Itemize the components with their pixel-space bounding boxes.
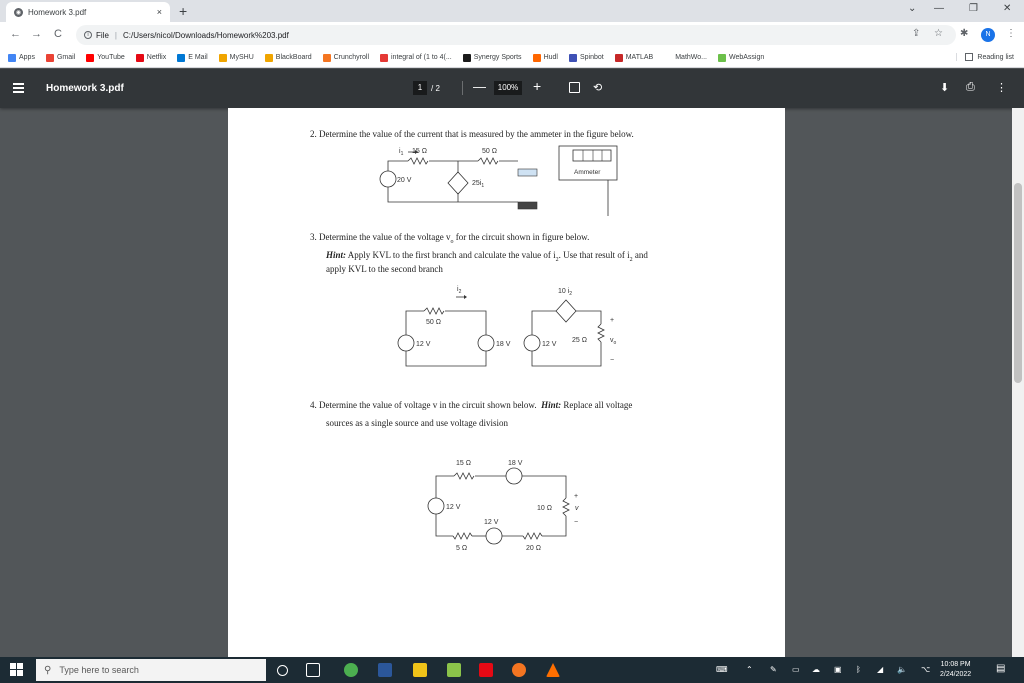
bookmark-icon <box>86 54 94 62</box>
tab-strip <box>0 0 1024 22</box>
share-icon[interactable]: ⇪ <box>912 28 921 39</box>
pdf-title: Homework 3.pdf <box>46 83 124 94</box>
dependent-source-label: 10 $i_2$ <box>558 288 573 297</box>
task-view-icon[interactable] <box>306 663 320 677</box>
forward-button[interactable]: → <box>31 28 42 40</box>
more-actions-icon[interactable]: ⋮ <box>996 82 1007 94</box>
clock-time: 10:08 PM <box>940 661 971 668</box>
ammeter-display <box>573 150 611 161</box>
question-2-text: 2. Determine the value of the current that is measured by the ammeter in the figure below. <box>310 129 634 139</box>
voltage-source-12v-b <box>486 528 502 544</box>
bookmark-icon <box>177 54 185 62</box>
source-label-18v: 18 V <box>496 341 511 348</box>
bookmark-item[interactable] <box>46 54 75 62</box>
fit-page-icon[interactable] <box>569 82 580 93</box>
zoom-in-button[interactable]: + <box>533 78 542 94</box>
display-icon[interactable]: ▭ <box>792 665 800 674</box>
tab-close-button[interactable]: × <box>156 7 162 17</box>
pdf-toolbar <box>0 69 1024 108</box>
zoom-out-button[interactable]: — <box>473 79 486 94</box>
pdf-page <box>228 108 785 657</box>
bookmark-icon <box>533 54 541 62</box>
reload-button[interactable]: C <box>54 28 62 40</box>
taskbar-clock[interactable] <box>940 660 971 680</box>
minus-sign: − <box>610 357 615 364</box>
star-icon[interactable]: ☆ <box>934 28 943 39</box>
bookmark-icon <box>615 54 623 62</box>
new-tab-button[interactable]: + <box>179 3 188 19</box>
bookmark-icon <box>136 54 144 62</box>
bookmark-item[interactable] <box>615 54 654 62</box>
matlab-icon[interactable] <box>546 663 560 677</box>
ammeter-probe-red <box>518 169 537 176</box>
window-close-button[interactable]: ✕ <box>1003 3 1012 14</box>
source-label-12v-a: 12 V <box>446 504 461 511</box>
bookmark-label: Netflix <box>146 54 167 61</box>
reading-list-icon <box>965 53 973 61</box>
bookmark-item[interactable] <box>533 54 558 62</box>
word-icon[interactable] <box>378 663 392 677</box>
volume-icon[interactable]: 🔈 <box>897 665 907 674</box>
crunchyroll-icon[interactable] <box>512 663 526 677</box>
search-icon: ⚲ <box>44 664 52 676</box>
cortana-icon[interactable] <box>277 665 288 676</box>
bookmark-icon <box>569 54 577 62</box>
minimize-button[interactable]: — <box>934 3 944 14</box>
menu-icon[interactable] <box>13 83 24 93</box>
voltage-source-18v <box>478 335 494 351</box>
bookmark-icon <box>323 54 331 62</box>
toolbar-divider <box>462 81 463 95</box>
voltage-source-18v <box>506 468 522 484</box>
show-hidden-icons[interactable]: ⌃ <box>746 665 753 674</box>
bookmark-icon <box>219 54 227 62</box>
browser-toolbar <box>0 22 1024 48</box>
notifications-icon[interactable]: ▤ <box>996 663 1006 674</box>
extensions-icon[interactable]: ✱ <box>960 28 969 39</box>
url-separator: | <box>114 30 117 40</box>
bookmark-label: MySHU <box>229 54 254 61</box>
source-label-20v: 20 V <box>397 177 412 184</box>
page-number-input[interactable]: 1 <box>413 81 427 95</box>
ammeter-probe-black <box>518 202 537 209</box>
onedrive-icon[interactable]: ☁ <box>812 665 820 674</box>
resistor-label-25: 25 Ω <box>572 337 587 344</box>
reading-list-label: Reading list <box>977 53 1014 61</box>
bookmark-item[interactable] <box>86 54 125 62</box>
bookmark-icon <box>46 54 54 62</box>
voltage-label-vo: $v_o$ <box>610 337 617 346</box>
restore-button[interactable]: ❐ <box>969 3 978 14</box>
address-bar[interactable] <box>76 25 956 45</box>
kebab-menu-icon[interactable]: ⋮ <box>1006 28 1016 39</box>
taskbar-search-input[interactable] <box>36 659 266 681</box>
question-3-text: 3. Determine the value of the voltage $v_o$ for the circuit shown in figure below. <box>310 232 590 245</box>
bookmark-item[interactable] <box>569 54 604 62</box>
bookmark-icon <box>664 54 672 62</box>
circuit-figure-q2 <box>378 144 628 216</box>
bookmark-label: Spinbot <box>579 54 604 61</box>
voltage-source-12v-b <box>524 335 540 351</box>
bookmark-label: Hudl <box>543 54 558 61</box>
bookmark-item[interactable] <box>219 54 254 62</box>
bookmark-item[interactable] <box>380 54 452 62</box>
bookmark-icon <box>718 54 726 62</box>
rotate-icon[interactable]: ⟲ <box>593 82 603 94</box>
bookmark-label: WebAssign <box>729 54 765 61</box>
resistor-label-15: 15 Ω <box>456 460 471 467</box>
voltage-source-20v <box>380 171 396 187</box>
resistor-label-50: 50 Ω <box>482 148 497 155</box>
question-4-text: 4. Determine the value of voltage v in the circuit shown below. Hint: Replace all voltage <box>310 400 633 410</box>
bookmark-label: MathWo... <box>675 54 707 61</box>
tab-search-button[interactable]: ⌄ <box>908 3 917 14</box>
question-3-hint: Hint: Apply KVL to the first branch and calculate the value of $i_2$. Use that result of $i_2$ and <box>326 250 648 263</box>
voltage-source-12v-a <box>398 335 414 351</box>
page-total: / 2 <box>431 84 440 93</box>
file-explorer-icon[interactable] <box>413 663 427 677</box>
bookmark-label: MATLAB <box>625 54 654 61</box>
language-icon[interactable]: ⌥ <box>921 665 931 674</box>
keyboard-icon[interactable]: ⌨ <box>716 665 728 674</box>
clock-date: 2/24/2022 <box>940 671 972 678</box>
back-button[interactable]: ← <box>10 28 21 40</box>
download-icon[interactable]: ⬇ <box>940 82 950 94</box>
resistor-label-20: 20 Ω <box>526 545 541 552</box>
globe-icon: ◉ <box>15 9 22 16</box>
ammeter-label: Ammeter <box>574 169 601 176</box>
source-label-12v-b: 12 V <box>484 519 499 526</box>
resistor-label-10: 10 Ω <box>537 505 552 512</box>
bookmark-item[interactable] <box>718 54 764 62</box>
info-icon[interactable]: i <box>84 31 92 39</box>
bookmark-item[interactable] <box>177 54 207 62</box>
resistor-label-5: 5 Ω <box>456 545 468 552</box>
resistor-label-50: 50 Ω <box>426 319 441 326</box>
url-scheme: File <box>96 30 109 40</box>
bookmark-label: BlackBoard <box>275 54 312 61</box>
bookmark-label: YouTube <box>97 54 125 61</box>
question-4-text-line2: sources as a single source and use voltage division <box>326 418 508 428</box>
bookmark-label: Crunchyroll <box>333 54 369 61</box>
voltage-source-12v-a <box>428 498 444 514</box>
question-3-hint-line2: apply KVL to the second branch <box>326 264 443 274</box>
resistor-label-15: 15 Ω <box>412 148 427 155</box>
bookmarks-bar <box>0 48 1024 68</box>
dependent-source-label: $25i_1$ <box>472 180 485 189</box>
bookmark-label: Apps <box>19 54 35 61</box>
vertical-scrollbar[interactable] <box>1012 108 1024 657</box>
wifi-icon[interactable]: ◢ <box>877 665 884 674</box>
print-icon[interactable]: ⎙ <box>966 81 975 93</box>
windows-taskbar <box>0 657 1024 683</box>
bookmark-item[interactable] <box>323 54 369 62</box>
bookmark-label: Gmail <box>56 54 76 61</box>
scrollbar-thumb[interactable] <box>1014 183 1022 383</box>
circuit-figure-q4 <box>426 454 596 554</box>
voltage-label-v: v <box>575 505 579 512</box>
source-label-18v: 18 V <box>508 460 523 467</box>
bookmark-label: integral of (1 to 4(... <box>391 54 452 61</box>
zoom-input[interactable]: 100% <box>494 81 522 95</box>
calculator-icon[interactable] <box>447 663 461 677</box>
bookmark-item[interactable] <box>136 54 166 62</box>
reading-list-button[interactable] <box>956 53 1014 61</box>
pen-icon[interactable]: ✎ <box>770 665 777 674</box>
url-text: C:/Users/nicol/Downloads/Homework%203.pdf <box>122 30 289 40</box>
netflix-icon[interactable] <box>479 663 493 677</box>
bookmark-icon <box>463 54 471 62</box>
tab-title: Homework 3.pdf <box>28 7 87 17</box>
plus-sign: + <box>574 493 579 500</box>
bookmark-label: Synergy Sports <box>473 54 522 61</box>
source-label-12v-a: 12 V <box>416 341 431 348</box>
bookmark-item[interactable] <box>265 54 312 62</box>
current-label-i1: $i_1$ <box>399 148 404 157</box>
current-label-i2: $i_2$ <box>457 286 462 295</box>
browser-tab[interactable] <box>6 2 170 22</box>
bluetooth-icon[interactable]: ᛒ <box>856 665 861 674</box>
plus-sign: + <box>610 317 615 324</box>
pdf-viewport[interactable] <box>0 108 1024 657</box>
bookmark-item[interactable] <box>664 54 707 62</box>
bookmark-icon <box>265 54 273 62</box>
windows-start-icon[interactable] <box>10 663 24 677</box>
bookmark-icon <box>8 54 16 62</box>
profile-avatar[interactable]: N <box>981 28 995 42</box>
bookmark-label: E Mail <box>188 54 208 61</box>
photos-icon[interactable]: ▣ <box>834 665 842 674</box>
bookmark-item[interactable] <box>8 54 35 62</box>
bookmark-icon <box>380 54 388 62</box>
source-label-12v-b: 12 V <box>542 341 557 348</box>
minus-sign: − <box>574 519 579 526</box>
search-placeholder: Type here to search <box>59 665 139 675</box>
chrome-icon[interactable] <box>344 663 358 677</box>
bookmark-item[interactable] <box>463 54 522 62</box>
circuit-figure-q3 <box>396 282 636 374</box>
